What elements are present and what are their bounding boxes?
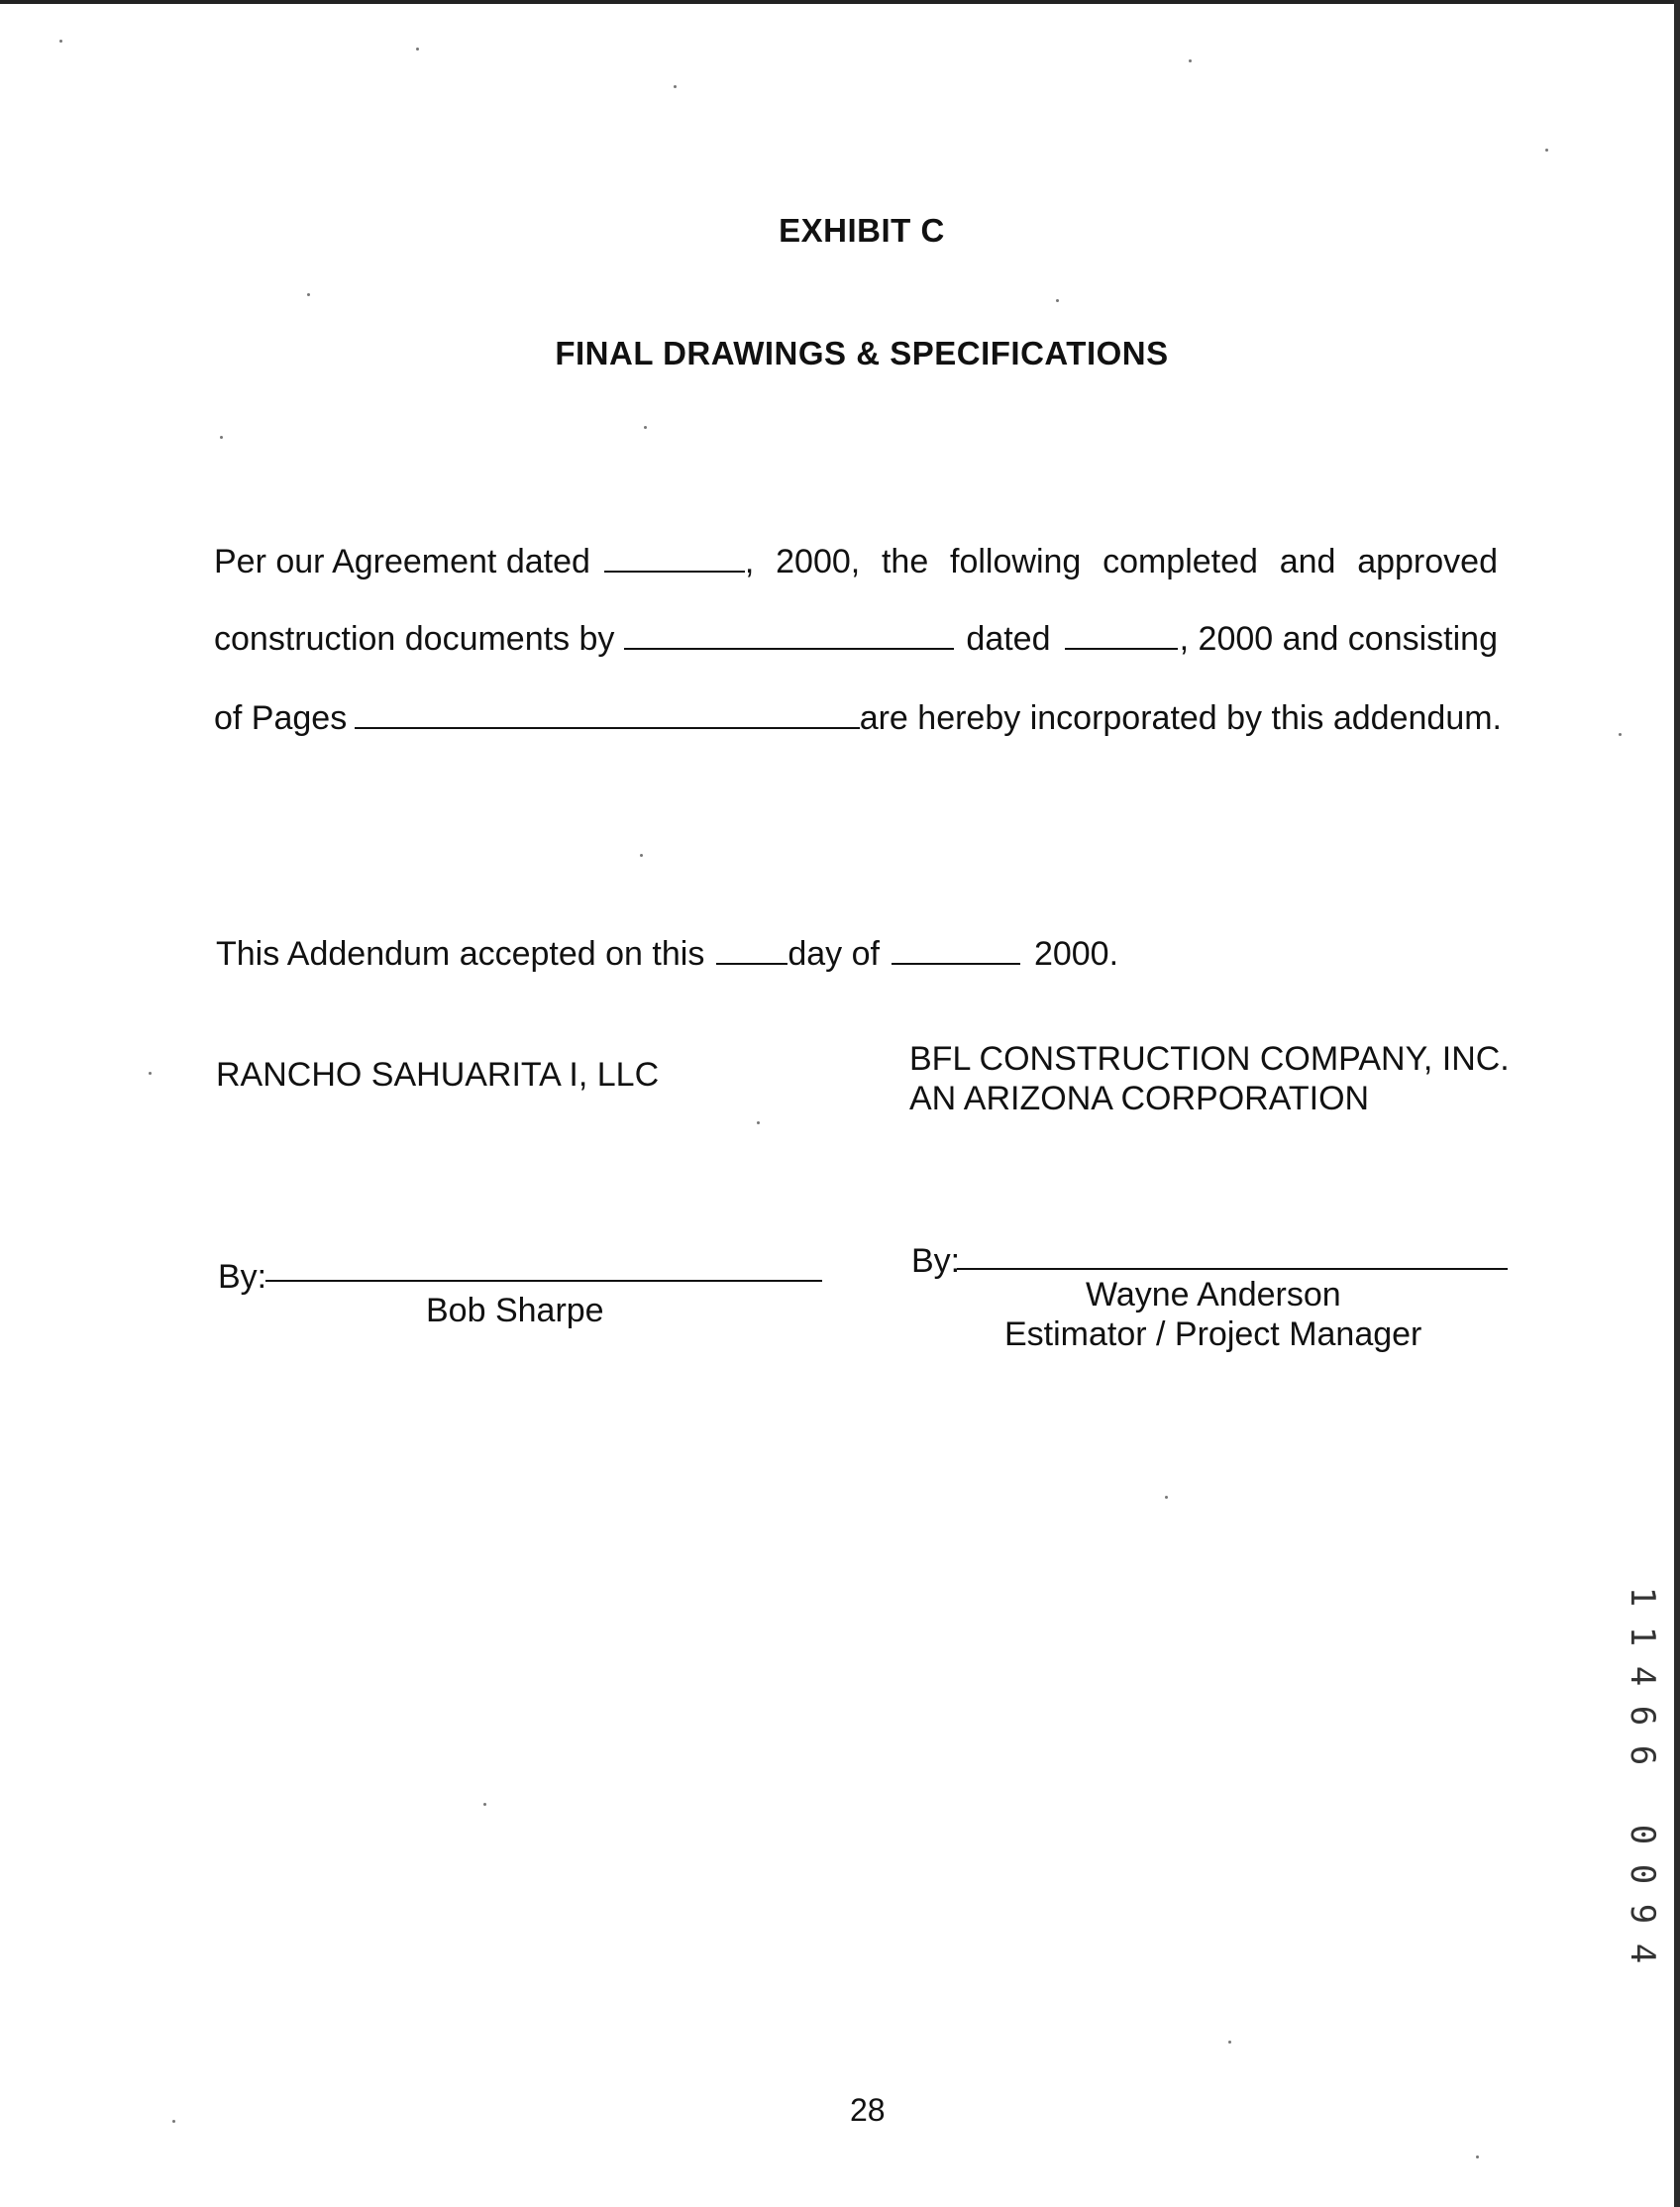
right-party-company-line-2: AN ARIZONA CORPORATION	[909, 1080, 1370, 1117]
scan-speck	[644, 426, 647, 429]
bates-digit: 0	[1623, 1863, 1662, 1885]
right-by-label: By:	[911, 1242, 961, 1280]
left-by-label: By:	[218, 1258, 267, 1296]
bates-digit: 1	[1623, 1626, 1662, 1647]
bates-digit: 6	[1623, 1705, 1662, 1727]
paragraph-line-3-start: of Pages	[214, 699, 348, 737]
documents-by-blank	[624, 624, 954, 650]
bates-digit: 9	[1623, 1903, 1662, 1925]
page-number: 28	[850, 2092, 886, 2128]
scan-speck	[416, 48, 419, 51]
scan-speck	[1165, 1496, 1168, 1499]
right-signer-title: Estimator / Project Manager	[1004, 1315, 1422, 1353]
bates-digit: 0	[1623, 1824, 1662, 1845]
acceptance-text-start: This Addendum accepted on this	[216, 935, 705, 973]
scan-speck	[1545, 149, 1548, 152]
paragraph-line-3	[214, 701, 1502, 735]
bates-digit: 4	[1623, 1665, 1662, 1687]
paragraph-line-2-dated: dated	[966, 620, 1051, 658]
right-signer-name: Wayne Anderson	[1086, 1276, 1341, 1314]
scan-speck	[640, 854, 643, 857]
scan-edge-right	[1674, 0, 1680, 2207]
scan-speck	[1228, 2041, 1231, 2044]
acceptance-month-blank	[892, 939, 1020, 965]
scan-speck	[172, 2120, 175, 2123]
right-party-company-line-1: BFL CONSTRUCTION COMPANY, INC.	[909, 1040, 1510, 1078]
documents-date-blank	[1065, 624, 1178, 650]
acceptance-day-of: day of	[788, 935, 880, 973]
scan-speck	[1189, 59, 1192, 62]
scan-speck	[220, 436, 223, 439]
scan-edge-top	[0, 0, 1680, 4]
acceptance-line	[216, 937, 1118, 971]
bates-digit: 1	[1623, 1586, 1662, 1608]
paragraph-line-2-start: construction documents by	[214, 620, 615, 658]
bates-digit: 4	[1623, 1943, 1662, 1964]
scan-speck	[483, 1803, 486, 1806]
left-signature-line	[265, 1280, 822, 1282]
exhibit-subheading: FINAL DRAWINGS & SPECIFICATIONS	[555, 335, 1169, 371]
paragraph-line-1-end: , 2000, the following completed and approved	[744, 543, 1498, 580]
scan-speck	[1056, 299, 1059, 302]
scan-speck	[674, 85, 677, 88]
bates-digit: 6	[1623, 1744, 1662, 1766]
scan-speck	[757, 1121, 760, 1124]
scan-speck	[1619, 733, 1622, 736]
paragraph-line-1-start: Per our Agreement dated	[214, 543, 590, 580]
left-party-company: RANCHO SAHUARITA I, LLC	[216, 1056, 660, 1094]
right-signature-line	[957, 1268, 1508, 1270]
pages-blank	[355, 703, 859, 729]
bates-stamp	[1613, 1577, 1672, 1973]
paragraph-line-2	[214, 622, 1498, 656]
scan-speck	[149, 1072, 152, 1075]
acceptance-day-blank	[716, 939, 788, 965]
paragraph-line-2-end: , 2000 and consisting	[1179, 620, 1498, 658]
scan-speck	[1476, 2155, 1479, 2158]
exhibit-heading: EXHIBIT C	[779, 212, 945, 249]
acceptance-year: 2000.	[1033, 935, 1119, 973]
paragraph-line-3-end: are hereby incorporated by this addendum.	[859, 699, 1502, 737]
scan-speck	[59, 40, 62, 43]
agreement-date-blank	[604, 547, 745, 573]
scan-speck	[307, 293, 310, 296]
paragraph-line-1	[214, 545, 1498, 578]
left-signer-name: Bob Sharpe	[426, 1292, 604, 1329]
